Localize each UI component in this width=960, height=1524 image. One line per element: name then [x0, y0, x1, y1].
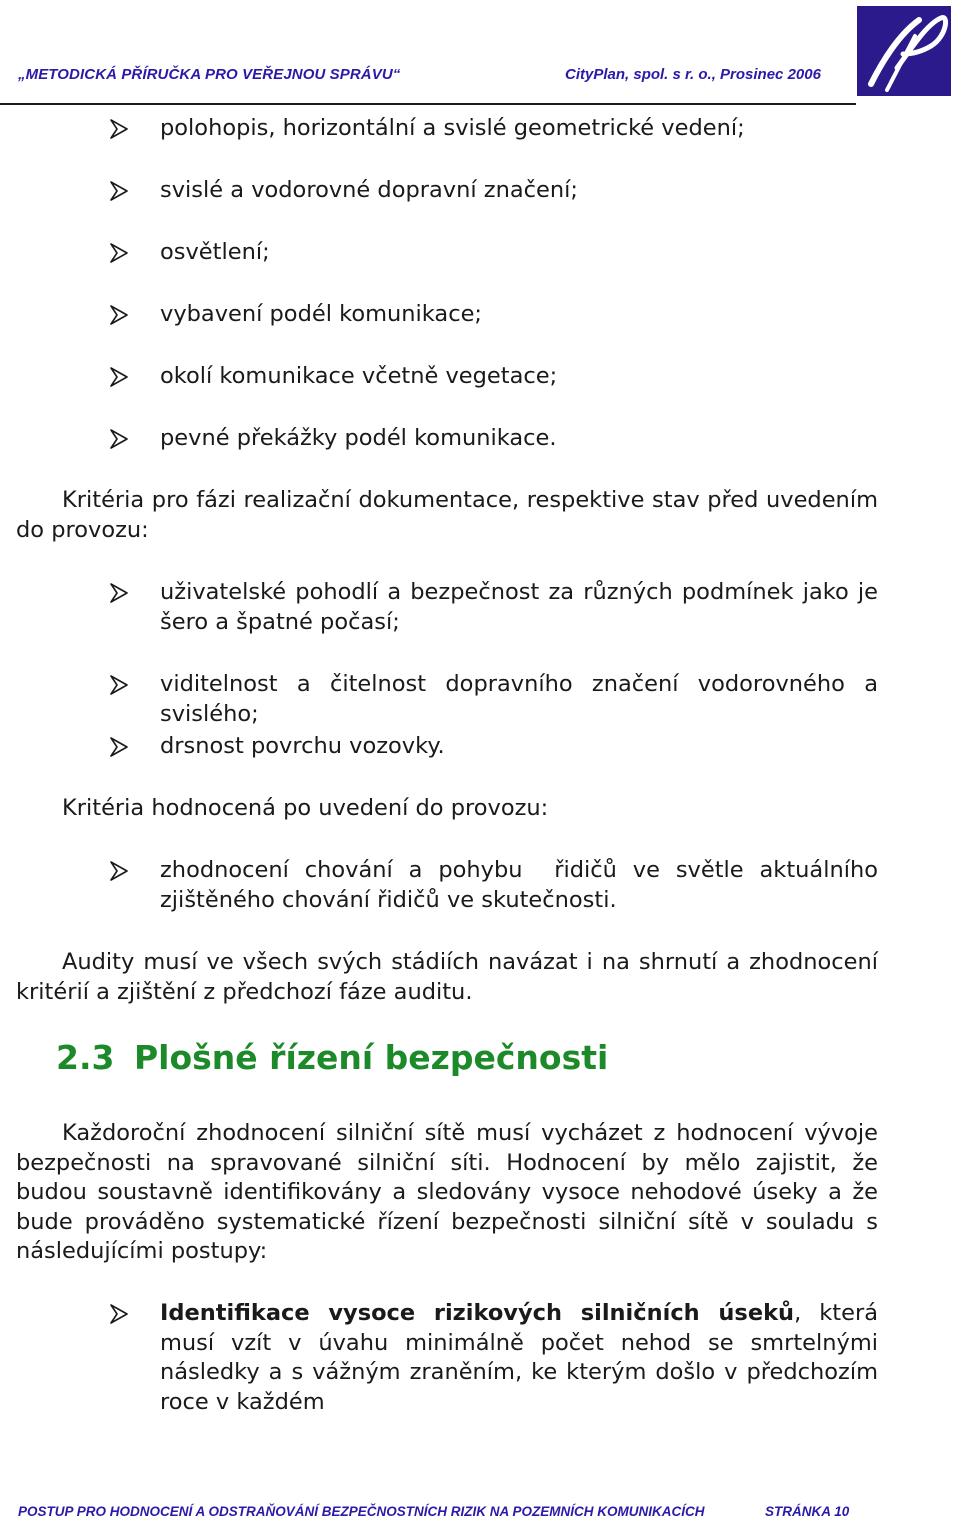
- section-title: Plošné řízení bezpečnosti: [134, 1038, 609, 1077]
- arrowhead-bullet-icon: [110, 861, 128, 881]
- list-item-text: drsnost povrchu vozovky.: [160, 733, 445, 759]
- list-item: [160, 424, 878, 454]
- section-heading: [56, 1038, 608, 1077]
- paragraph: [16, 1119, 878, 1267]
- list-item-text: osvětlení;: [160, 239, 270, 265]
- list-item-text: polohopis, horizontální a svislé geometrické vedení;: [160, 115, 745, 141]
- paragraph-text: Audity musí ve všech svých stádiích navázat i na shrnutí a zhodnocení kritérií a zjištění z předchozí fáze auditu.: [16, 949, 878, 1005]
- header-divider: [0, 103, 856, 105]
- list-item: [160, 300, 878, 330]
- paragraph-text: Kritéria pro fázi realizační dokumentace, respektive stav před uvedením do provozu:: [16, 487, 878, 543]
- list-item: [160, 238, 878, 268]
- arrowhead-bullet-icon: [110, 1304, 128, 1324]
- header-title: „METODICKÁ PŘÍRUČKA PRO VEŘEJNOU SPRÁVU“: [18, 66, 401, 83]
- paragraph: [16, 948, 878, 1007]
- arrowhead-bullet-icon: [110, 367, 128, 387]
- arrowhead-bullet-icon: [110, 583, 128, 603]
- list-item-text: viditelnost a čitelnost dopravního značení vodorovného a svislého;: [160, 671, 878, 727]
- list-item-text: vybavení podél komunikace;: [160, 301, 482, 327]
- paragraph: [16, 486, 878, 545]
- section-number: 2.3: [56, 1038, 115, 1077]
- header-company-date: CityPlan, spol. s r. o., Prosinec 2006: [565, 66, 821, 83]
- arrowhead-bullet-icon: [110, 675, 128, 695]
- page-header: [0, 0, 960, 106]
- paragraph-text: Každoroční zhodnocení silniční sítě musí vycházet z hodnocení vývoje bezpečnosti na spravované silniční síti. Hodnocení by mělo zajistit, že budou soustavně identifikovány a sledovány vysoce nehodové úseky a že bude prováděno systematické řízení bezpečnosti silniční sítě v souladu s následujícími postupy:: [16, 1120, 878, 1264]
- paragraph-text: Kritéria hodnocená po uvedení do provozu:: [62, 795, 549, 821]
- list-item: [160, 114, 878, 144]
- list-item: [160, 362, 878, 392]
- list-item: [160, 670, 878, 729]
- arrowhead-bullet-icon: [110, 181, 128, 201]
- arrowhead-bullet-icon: [110, 737, 128, 757]
- list-item-text: svislé a vodorovné dopravní značení;: [160, 177, 578, 203]
- list-item-text: zhodnocení chování a pohybu řidičů ve světle aktuálního zjištěného chování řidičů ve skutečnosti.: [160, 857, 886, 913]
- footer-title: POSTUP PRO HODNOCENÍ A ODSTRAŇOVÁNÍ BEZPEČNOSTNÍCH RIZIK NA POZEMNÍCH KOMUNIKACÍCH: [18, 1504, 705, 1519]
- list-item: [160, 732, 878, 762]
- page-number: STRÁNKA 10: [765, 1504, 850, 1519]
- list-item-text: pevné překážky podél komunikace.: [160, 425, 557, 451]
- arrowhead-bullet-icon: [110, 119, 128, 139]
- arrowhead-bullet-icon: [110, 243, 128, 263]
- list-item: [160, 1299, 878, 1417]
- list-item-bold-text: Identifikace vysoce rizikových silničních úseků: [160, 1300, 795, 1326]
- list-item-text: okolí komunikace včetně vegetace;: [160, 363, 558, 389]
- list-item: [160, 578, 878, 637]
- list-item: [160, 856, 886, 915]
- arrowhead-bullet-icon: [110, 429, 128, 449]
- list-item-text: , která musí vzít v úvahu minimálně počet nehod se smrtelnými následky a s vážným zraněním, ke kterým došlo v předchozím roce v každém: [160, 1300, 878, 1415]
- list-item: [160, 176, 878, 206]
- list-item-text: uživatelské pohodlí a bezpečnost za různých podmínek jako je šero a špatné počasí;: [160, 579, 878, 635]
- arrowhead-bullet-icon: [110, 305, 128, 325]
- paragraph: [16, 794, 878, 824]
- cityplan-logo-icon: [857, 6, 951, 96]
